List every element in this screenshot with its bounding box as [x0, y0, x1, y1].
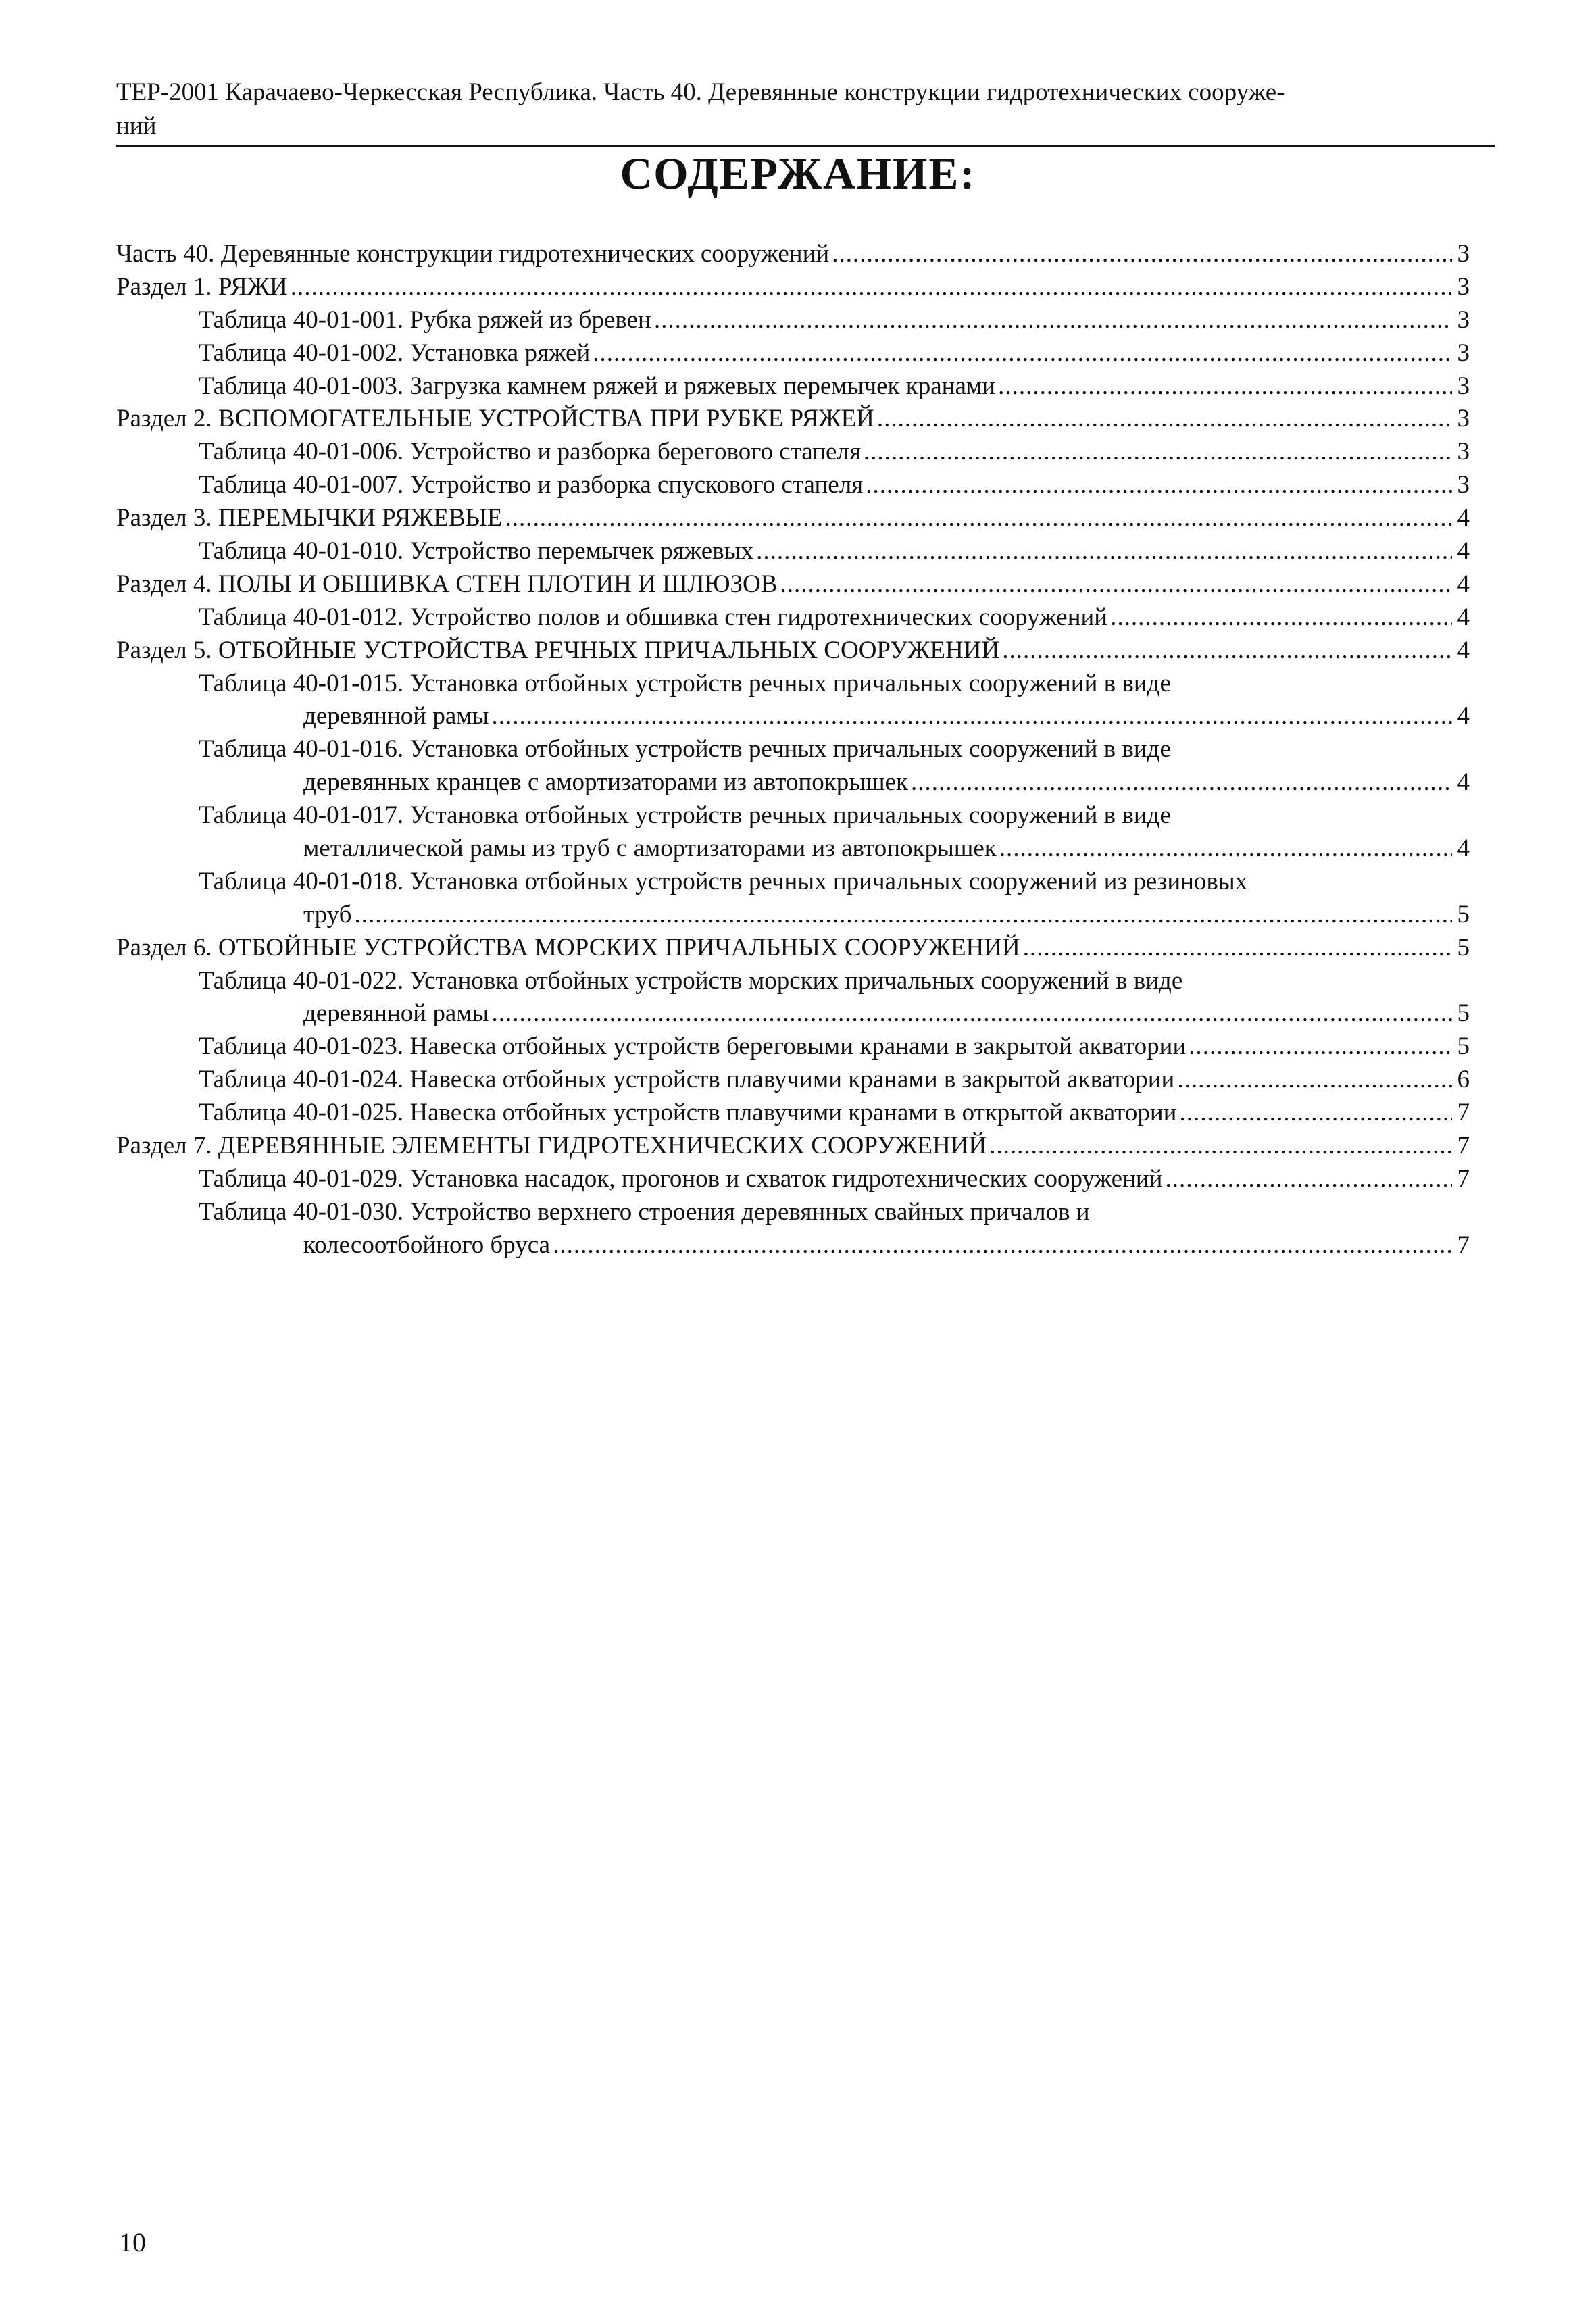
- toc-entry[interactable]: [116, 634, 1470, 668]
- toc-entry-line: [116, 436, 1470, 469]
- toc-entry-title: Таблица 40-01-016. Установка отбойных устройств речных причальных сооружений в виде: [199, 735, 1171, 764]
- dot-leader: [1177, 1064, 1452, 1097]
- toc-entry-page: 7: [1457, 1164, 1470, 1193]
- dot-leader: [354, 899, 1452, 932]
- toc-entry-title: деревянной рамы: [303, 999, 489, 1028]
- toc-entry[interactable]: [116, 866, 1470, 932]
- toc-entry-line-wrapped: [116, 1196, 1470, 1229]
- toc-entry-line: [116, 1030, 1470, 1064]
- toc-entry-title: Часть 40. Деревянные конструкции гидротехнических сооружений: [116, 239, 830, 268]
- toc-entry-page: 4: [1457, 768, 1470, 797]
- toc-entry-page: 4: [1457, 504, 1470, 532]
- toc-entry[interactable]: [116, 1163, 1470, 1196]
- toc-entry[interactable]: [116, 1097, 1470, 1130]
- toc-entry-line: [116, 1097, 1470, 1130]
- toc-entry-page: 3: [1457, 305, 1470, 334]
- running-header-line-1: ТЕР-2001 Карачаево-Черкесская Республика. Часть 40. Деревянные конструкции гидротехнических сооруже-: [116, 78, 1285, 106]
- dot-leader: [492, 700, 1452, 733]
- toc-entry-page: 4: [1457, 603, 1470, 631]
- dot-leader: [877, 403, 1452, 436]
- toc-entry-line: [116, 832, 1470, 866]
- toc-entry-line: [116, 469, 1470, 502]
- toc-entry-title: деревянных кранцев с амортизаторами из автопокрышек: [303, 768, 909, 797]
- toc-entry[interactable]: [116, 337, 1470, 370]
- toc-entry-title: Таблица 40-01-001. Рубка ряжей из бревен: [199, 305, 651, 334]
- toc-entry-page: 3: [1457, 272, 1470, 301]
- toc-entry-line: [116, 370, 1470, 403]
- dot-leader: [1165, 1163, 1452, 1196]
- toc-entry[interactable]: [116, 965, 1470, 1031]
- toc-entry[interactable]: [116, 436, 1470, 469]
- toc-entry-page: 5: [1457, 900, 1470, 928]
- toc-entry-line: [116, 700, 1470, 733]
- toc-entry-line: [116, 634, 1470, 668]
- dot-leader: [998, 370, 1452, 403]
- toc-entry-page: 4: [1457, 570, 1470, 598]
- toc-entry-line: [116, 304, 1470, 337]
- toc-entry-page: 3: [1457, 339, 1470, 367]
- toc-entry-title: Таблица 40-01-006. Устройство и разборка берегового стапеля: [199, 438, 861, 466]
- toc-entry[interactable]: [116, 469, 1470, 502]
- toc-entry-line-wrapped: [116, 866, 1470, 899]
- table-of-contents: [116, 238, 1470, 1262]
- dot-leader: [593, 337, 1452, 370]
- toc-entry-title: колесоотбойного бруса: [303, 1230, 551, 1259]
- toc-entry-page: 4: [1457, 702, 1470, 730]
- toc-entry-line: [116, 997, 1470, 1030]
- toc-title: СОДЕРЖАНИЕ:: [620, 149, 976, 199]
- dot-leader: [864, 436, 1452, 469]
- dot-leader: [989, 1130, 1452, 1163]
- toc-entry-title: Таблица 40-01-018. Установка отбойных устройств речных причальных сооружений из резиновых: [199, 867, 1248, 895]
- dot-leader: [780, 568, 1452, 601]
- toc-entry-page: 4: [1457, 835, 1470, 863]
- toc-entry-line: [116, 766, 1470, 799]
- dot-leader: [654, 304, 1452, 337]
- toc-entry-line: [116, 238, 1470, 271]
- toc-entry-line: [116, 601, 1470, 634]
- toc-entry-line-wrapped: [116, 965, 1470, 998]
- toc-entry-line-wrapped: [116, 668, 1470, 701]
- toc-entry-page: 7: [1457, 1230, 1470, 1259]
- dot-leader: [1002, 634, 1452, 668]
- toc-entry-line: [116, 337, 1470, 370]
- toc-entry-title: Раздел 3. ПЕРЕМЫЧКИ РЯЖЕВЫЕ: [116, 504, 503, 532]
- toc-entry[interactable]: [116, 668, 1470, 734]
- toc-entry-page: 6: [1457, 1066, 1470, 1094]
- toc-entry[interactable]: [116, 733, 1470, 799]
- dot-leader: [832, 238, 1452, 271]
- toc-entry-title: Таблица 40-01-023. Навеска отбойных устройств береговыми кранами в закрытой акватории: [199, 1032, 1187, 1061]
- toc-entry[interactable]: [116, 1130, 1470, 1163]
- toc-entry-title: Таблица 40-01-007. Устройство и разборка спускового стапеля: [199, 471, 864, 499]
- toc-entry-page: 7: [1457, 1099, 1470, 1127]
- toc-entry-title: Таблица 40-01-025. Навеска отбойных устройств плавучими кранами в открытой акватории: [199, 1099, 1177, 1127]
- running-header-line-2: ний: [116, 112, 157, 140]
- toc-entry-page: 4: [1457, 636, 1470, 664]
- toc-entry[interactable]: [116, 403, 1470, 436]
- dot-leader: [291, 271, 1452, 304]
- toc-entry-line: [116, 932, 1470, 965]
- toc-entry-title: Раздел 6. ОТБОЙНЫЕ УСТРОЙСТВА МОРСКИХ ПРИЧАЛЬНЫХ СООРУЖЕНИЙ: [116, 933, 1020, 962]
- toc-entry[interactable]: [116, 1064, 1470, 1097]
- dot-leader: [1023, 932, 1452, 965]
- toc-entry-line: [116, 1130, 1470, 1163]
- toc-entry-title: Таблица 40-01-029. Установка насадок, прогонов и схваток гидротехнических сооружений: [199, 1164, 1163, 1193]
- toc-entry-page: 3: [1457, 239, 1470, 268]
- toc-entry[interactable]: [116, 1196, 1470, 1262]
- toc-entry[interactable]: [116, 370, 1470, 403]
- toc-entry[interactable]: [116, 238, 1470, 271]
- toc-entry-title: Таблица 40-01-002. Установка ряжей: [199, 339, 591, 367]
- toc-entry-title: Таблица 40-01-010. Устройство перемычек ряжевых: [199, 537, 754, 565]
- toc-entry[interactable]: [116, 932, 1470, 965]
- toc-entry-line: [116, 1163, 1470, 1196]
- dot-leader: [866, 469, 1452, 502]
- toc-entry-page: 3: [1457, 438, 1470, 466]
- toc-entry-line: [116, 1064, 1470, 1097]
- toc-entry-title: Раздел 2. ВСПОМОГАТЕЛЬНЫЕ УСТРОЙСТВА ПРИ РУБКЕ РЯЖЕЙ: [116, 405, 874, 433]
- toc-entry-page: 4: [1457, 537, 1470, 565]
- toc-entry-page: 3: [1457, 372, 1470, 400]
- toc-entry-page: 3: [1457, 471, 1470, 499]
- dot-leader: [553, 1229, 1452, 1262]
- toc-entry-title: деревянной рамы: [303, 702, 489, 730]
- toc-entry-line: [116, 1229, 1470, 1262]
- toc-entry-line: [116, 271, 1470, 304]
- toc-entry-page: 3: [1457, 405, 1470, 433]
- toc-entry-line-wrapped: [116, 799, 1470, 832]
- toc-entry-title: металлической рамы из труб с амортизаторами из автопокрышек: [303, 835, 997, 863]
- dot-leader: [492, 997, 1452, 1030]
- toc-entry-title: Таблица 40-01-012. Устройство полов и обшивка стен гидротехнических сооружений: [199, 603, 1108, 631]
- dot-leader: [911, 766, 1452, 799]
- toc-entry[interactable]: [116, 535, 1470, 568]
- toc-entry-line: [116, 535, 1470, 568]
- dot-leader: [1110, 601, 1452, 634]
- toc-entry[interactable]: [116, 568, 1470, 601]
- toc-entry-line: [116, 568, 1470, 601]
- toc-entry-title: Раздел 4. ПОЛЫ И ОБШИВКА СТЕН ПЛОТИН И ШЛЮЗОВ: [116, 570, 778, 598]
- toc-entry-title: Раздел 1. РЯЖИ: [116, 272, 288, 301]
- header-divider: [116, 145, 1495, 147]
- toc-entry-title: Таблица 40-01-003. Загрузка камнем ряжей и ряжевых перемычек кранами: [199, 372, 996, 400]
- toc-entry-title: Таблица 40-01-015. Установка отбойных устройств речных причальных сооружений в виде: [199, 669, 1171, 697]
- toc-entry-title: Таблица 40-01-017. Установка отбойных устройств речных причальных сооружений в виде: [199, 801, 1171, 830]
- dot-leader: [1189, 1030, 1452, 1064]
- toc-entry-line-wrapped: [116, 733, 1470, 766]
- page-number: 10: [119, 2227, 146, 2258]
- toc-entry-title: Таблица 40-01-024. Навеска отбойных устройств плавучими кранами в закрытой акватории: [199, 1066, 1175, 1094]
- toc-entry-line: [116, 502, 1470, 535]
- toc-entry[interactable]: [116, 502, 1470, 535]
- dot-leader: [756, 535, 1452, 568]
- toc-entry-line: [116, 403, 1470, 436]
- toc-entry[interactable]: [116, 601, 1470, 634]
- toc-entry-page: 7: [1457, 1132, 1470, 1160]
- dot-leader: [1179, 1097, 1452, 1130]
- dot-leader: [505, 502, 1453, 535]
- toc-entry[interactable]: [116, 1030, 1470, 1064]
- toc-entry-title: Раздел 5. ОТБОЙНЫЕ УСТРОЙСТВА РЕЧНЫХ ПРИЧАЛЬНЫХ СООРУЖЕНИЙ: [116, 636, 1000, 664]
- toc-entry-title: Раздел 7. ДЕРЕВЯННЫЕ ЭЛЕМЕНТЫ ГИДРОТЕХНИЧЕСКИХ СООРУЖЕНИЙ: [116, 1132, 987, 1160]
- toc-entry-page: 5: [1457, 1032, 1470, 1061]
- toc-entry-title: Таблица 40-01-030. Устройство верхнего строения деревянных свайных причалов и: [199, 1197, 1090, 1226]
- toc-entry-title: Таблица 40-01-022. Установка отбойных устройств морских причальных сооружений в виде: [199, 966, 1183, 995]
- toc-entry-title: труб: [303, 900, 352, 928]
- toc-entry-page: 5: [1457, 933, 1470, 962]
- toc-entry[interactable]: [116, 799, 1470, 866]
- running-header: [116, 76, 1495, 143]
- toc-entry[interactable]: [116, 271, 1470, 304]
- toc-entry-line: [116, 899, 1470, 932]
- toc-entry-page: 5: [1457, 999, 1470, 1028]
- toc-entry[interactable]: [116, 304, 1470, 337]
- dot-leader: [999, 832, 1452, 866]
